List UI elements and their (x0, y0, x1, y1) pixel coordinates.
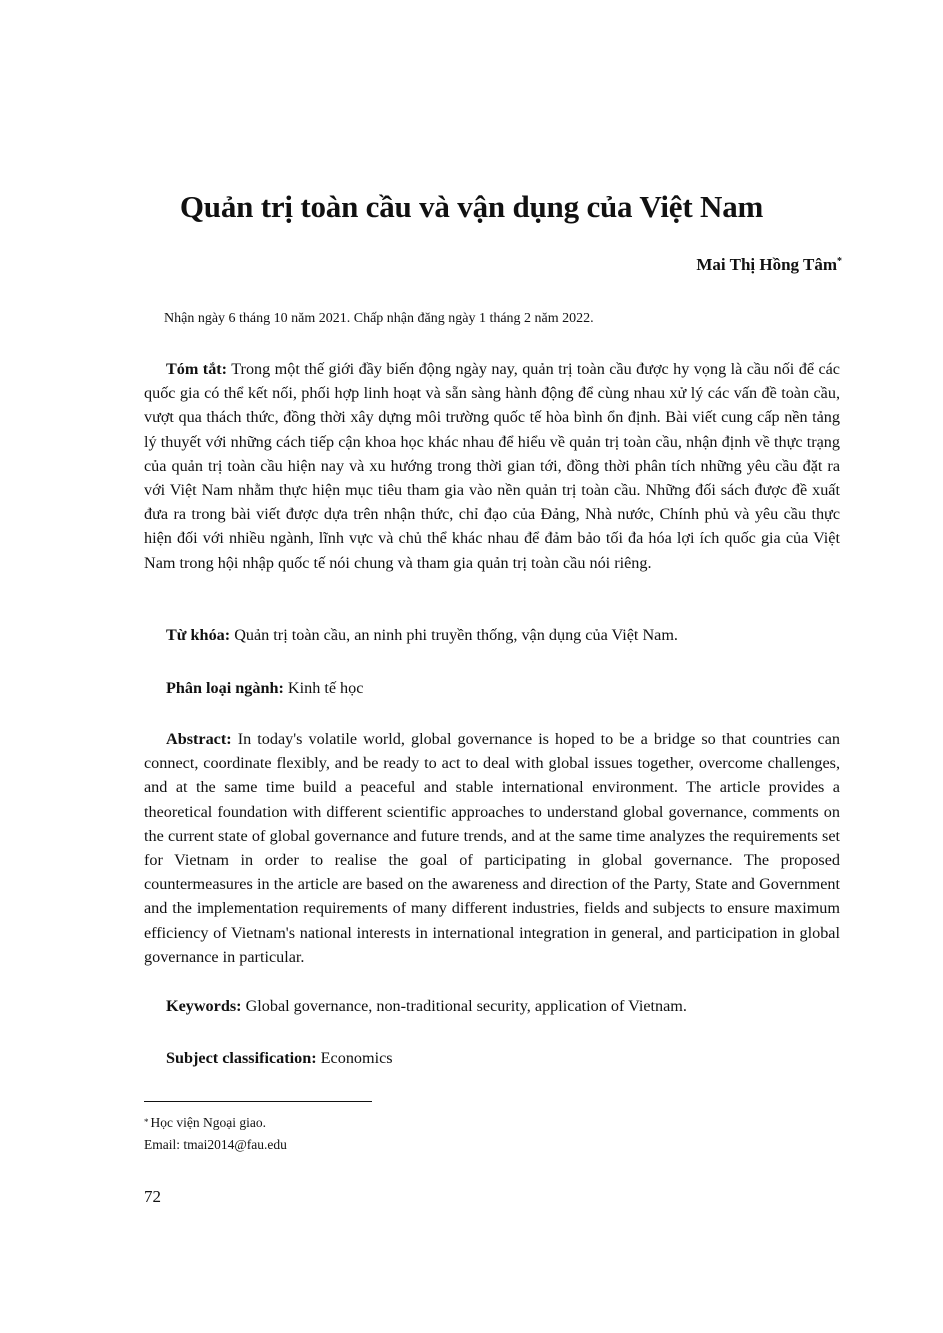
received-accepted-dates: Nhận ngày 6 tháng 10 năm 2021. Chấp nhận đăng ngày 1 tháng 2 năm 2022. (164, 311, 594, 326)
english-classification (144, 1046, 840, 1070)
footnote (144, 1112, 287, 1156)
classification-text-en: Economics (320, 1049, 393, 1067)
classification-label-en: Subject classification: (166, 1049, 317, 1067)
abstract-label: Abstract: (166, 730, 232, 748)
vietnamese-keywords (144, 623, 840, 647)
page-number: 72 (144, 1187, 161, 1206)
footnote-marker: * (144, 1117, 149, 1127)
keywords-text-vi: Quản trị toàn cầu, an ninh phi truyền thống, vận dụng của Việt Nam. (234, 626, 678, 644)
article-title: Quản trị toàn cầu và vận dụng của Việt Nam (179, 188, 764, 224)
footnote-affiliation: Học viện Ngoại giao. (150, 1115, 266, 1130)
classification-label-vi: Phân loại ngành: (166, 679, 284, 697)
footnote-email: Email: tmai2014@fau.edu (144, 1137, 287, 1152)
abstract-text: In today's volatile world, global governance is hoped to be a bridge so that countries can connect, coordinate flexibly, and be ready to act to deal with global issues together, overcome challenges, and at the same time build a peaceful and stable international environment. The article provides a theoretical foundation with different scientific approaches to understand global governance, comments on the current state of global governance and future trends, and at the same time analyzes the requirements set for Vietnam in order to realise the goal of participating in global governance. The proposed countermeasures in the article are based on the awareness and direction of the Party, State and Government and the implementation requirements of many different industries, fields and subjects to ensure maximum efficiency of Vietnam's national interests in international integration in general, and participation in global governance in particular. (144, 730, 840, 966)
keywords-label-en: Keywords: (166, 997, 242, 1015)
author-line (696, 254, 842, 276)
vietnamese-summary (144, 357, 840, 575)
summary-text: Trong một thế giới đầy biến động ngày nay, quản trị toàn cầu được hy vọng là cầu nối để các quốc gia có thể kết nối, phối hợp linh hoạt và sẵn sàng hành động để cùng nhau xử lý các vấn đề toàn cầu, vượt qua thách thức, đồng thời xây dựng môi trường quốc tế hòa bình ổn định. Bài viết cung cấp nền tảng lý thuyết với những cách tiếp cận khoa học khác nhau để hiểu về quản trị toàn cầu, nhận định về thực trạng của quản trị toàn cầu hiện nay và xu hướng trong thời gian tới, đồng thời phân tích những yêu cầu đặt ra với Việt Nam nhằm thực hiện mục tiêu tham gia vào nền quản trị toàn cầu. Những đối sách được đề xuất đưa ra trong bài viết được dựa trên nhận thức, chỉ đạo của Đảng, Nhà nước, Chính phủ và yêu cầu thực hiện đối với nhiều ngành, lĩnh vực và chủ thể khác nhau để đảm bảo tối đa hóa lợi ích quốc gia của Việt Nam trong hội nhập quốc tế nói chung và tham gia quản trị toàn cầu nói riêng. (144, 360, 840, 572)
author-footnote-marker: * (837, 256, 842, 267)
english-keywords (144, 994, 840, 1018)
classification-text-vi: Kinh tế học (287, 679, 364, 697)
english-abstract (144, 727, 840, 969)
summary-label: Tóm tắt: (166, 360, 228, 378)
vietnamese-classification (144, 676, 840, 700)
footnote-divider (144, 1101, 372, 1102)
keywords-label-vi: Từ khóa: (166, 626, 231, 644)
footnote-affiliation-line (144, 1112, 287, 1134)
keywords-text-en: Global governance, non-traditional security, application of Vietnam. (245, 997, 687, 1015)
author-name: Mai Thị Hồng Tâm (696, 255, 837, 274)
